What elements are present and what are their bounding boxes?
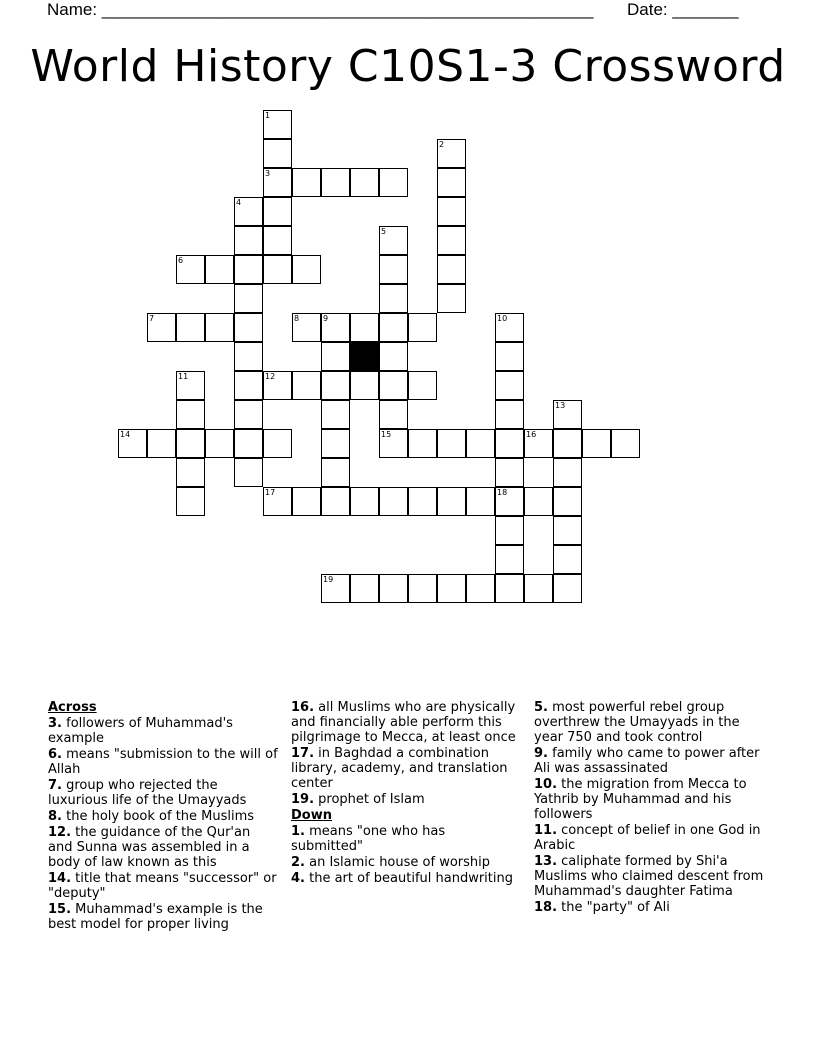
grid-cell[interactable] <box>437 139 466 168</box>
grid-cell[interactable] <box>495 545 524 574</box>
grid-cell[interactable] <box>263 168 292 197</box>
grid-cell[interactable] <box>379 284 408 313</box>
grid-cell[interactable] <box>350 168 379 197</box>
grid-cell[interactable] <box>553 458 582 487</box>
grid-cell[interactable] <box>524 429 553 458</box>
clue-item-text: means "one who has submitted" <box>291 824 446 854</box>
grid-cell[interactable] <box>263 110 292 139</box>
grid-cell[interactable] <box>263 487 292 516</box>
clue-item-number: 15. <box>48 902 72 917</box>
grid-cell[interactable] <box>321 400 350 429</box>
clue-column-1 <box>48 700 278 933</box>
clue-item-text: the art of beautiful handwriting <box>304 871 513 886</box>
clue-number: 8 <box>294 314 300 323</box>
clue-item <box>48 716 278 746</box>
grid-cell[interactable] <box>495 371 524 400</box>
clue-item-number: 18. <box>534 900 558 915</box>
date-field[interactable]: Date: _______ <box>627 0 739 19</box>
clue-item-text: title that means "successor" or "deputy" <box>48 871 277 901</box>
grid-cell[interactable] <box>234 197 263 226</box>
clue-item <box>48 871 278 901</box>
grid-cell[interactable] <box>292 487 321 516</box>
grid-cell[interactable] <box>321 574 350 603</box>
grid-cell[interactable] <box>147 313 176 342</box>
grid-cell[interactable] <box>263 429 292 458</box>
clue-item-number: 14. <box>48 871 72 886</box>
grid-cell[interactable] <box>350 574 379 603</box>
grid-cell[interactable] <box>495 487 524 516</box>
clue-item <box>291 700 521 745</box>
grid-cell[interactable] <box>379 226 408 255</box>
grid-cell[interactable] <box>437 197 466 226</box>
grid-cell[interactable] <box>553 400 582 429</box>
grid-cell[interactable] <box>553 429 582 458</box>
grid-cell[interactable] <box>321 458 350 487</box>
grid-cell[interactable] <box>466 487 495 516</box>
clue-item <box>534 746 764 776</box>
clue-item-text: most powerful rebel group overthrew the Umayyads in the year 750 and took control <box>534 700 740 745</box>
clue-number: 18 <box>497 488 508 497</box>
grid-cell[interactable] <box>263 226 292 255</box>
clue-item <box>534 777 764 822</box>
clue-item-number: 19. <box>291 792 315 807</box>
clue-item <box>534 900 764 915</box>
grid-cell[interactable] <box>379 487 408 516</box>
grid-cell[interactable] <box>437 284 466 313</box>
clue-item-text: prophet of Islam <box>314 792 425 807</box>
clue-item <box>291 871 521 886</box>
grid-cell[interactable] <box>205 429 234 458</box>
clue-item-text: the "party" of Ali <box>557 900 670 915</box>
clue-item-number: 1. <box>291 824 305 839</box>
grid-cell[interactable] <box>582 429 611 458</box>
clue-item-number: 9. <box>534 746 548 761</box>
clue-item-text: caliphate formed by Shi'a Muslims who claimed descent from Muhammad's daughter Fatima <box>534 854 764 899</box>
clue-item <box>291 792 521 807</box>
clue-number: 11 <box>178 372 189 381</box>
grid-cell[interactable] <box>321 168 350 197</box>
grid-cell[interactable] <box>292 168 321 197</box>
grid-cell[interactable] <box>495 342 524 371</box>
grid-cell[interactable] <box>379 342 408 371</box>
grid-cell[interactable] <box>234 313 263 342</box>
clue-item-number: 3. <box>48 716 62 731</box>
clue-item-text: followers of Muhammad's example <box>48 716 233 746</box>
grid-cell[interactable] <box>234 255 263 284</box>
grid-cell[interactable] <box>408 574 437 603</box>
grid-cell[interactable] <box>205 313 234 342</box>
across-heading: Across <box>48 700 97 715</box>
grid-cell[interactable] <box>379 429 408 458</box>
name-field[interactable]: Name: ____________________________________________________ <box>47 0 594 19</box>
grid-cell[interactable] <box>466 574 495 603</box>
clue-item-text: the holy book of the Muslims <box>61 809 255 824</box>
clue-number: 17 <box>265 488 276 497</box>
grid-cell[interactable] <box>379 400 408 429</box>
grid-cell[interactable] <box>495 400 524 429</box>
grid-cell[interactable] <box>176 487 205 516</box>
clue-number: 12 <box>265 372 276 381</box>
grid-cell[interactable] <box>292 371 321 400</box>
grid-cell[interactable] <box>234 226 263 255</box>
clue-number: 6 <box>178 256 184 265</box>
grid-cell[interactable] <box>234 400 263 429</box>
clue-number: 13 <box>555 401 566 410</box>
down-heading: Down <box>291 808 332 823</box>
clue-item <box>48 778 278 808</box>
grid-cell[interactable] <box>176 371 205 400</box>
clue-item <box>534 700 764 745</box>
grid-cell[interactable] <box>553 516 582 545</box>
grid-cell[interactable] <box>495 516 524 545</box>
grid-cell[interactable] <box>379 168 408 197</box>
clue-item <box>291 855 521 870</box>
clue-item-number: 6. <box>48 747 62 762</box>
clue-number: 15 <box>381 430 392 439</box>
grid-cell[interactable] <box>263 255 292 284</box>
down-clue-list <box>291 824 521 886</box>
clue-item-text: Muhammad's example is the best model for proper living <box>48 902 263 932</box>
grid-cell[interactable] <box>234 342 263 371</box>
clue-number: 14 <box>120 430 131 439</box>
grid-cell[interactable] <box>379 574 408 603</box>
grid-cell[interactable] <box>495 313 524 342</box>
grid-cell[interactable] <box>118 429 147 458</box>
clue-item-text: in Baghdad a combination library, academy, and translation center <box>291 746 508 791</box>
grid-cell[interactable] <box>553 574 582 603</box>
grid-cell[interactable] <box>495 458 524 487</box>
clue-item-number: 12. <box>48 825 72 840</box>
clue-number: 1 <box>265 111 271 120</box>
page-title: World History C10S1-3 Crossword <box>30 41 786 92</box>
clue-item-number: 8. <box>48 809 62 824</box>
clue-item-number: 2. <box>291 855 305 870</box>
grid-cell[interactable] <box>176 400 205 429</box>
grid-cell[interactable] <box>611 429 640 458</box>
grid-cell[interactable] <box>234 429 263 458</box>
grid-cell[interactable] <box>176 458 205 487</box>
grid-cell[interactable] <box>408 429 437 458</box>
grid-cell[interactable] <box>437 226 466 255</box>
clue-number: 9 <box>323 314 329 323</box>
down-clue-list-continued <box>534 700 764 915</box>
clue-item <box>48 825 278 870</box>
grid-cell[interactable] <box>437 255 466 284</box>
clue-item <box>291 746 521 791</box>
grid-cell[interactable] <box>176 255 205 284</box>
grid-cell[interactable] <box>379 313 408 342</box>
grid-cell[interactable] <box>408 313 437 342</box>
clue-item-text: the migration from Mecca to Yathrib by Muhammad and his followers <box>534 777 747 822</box>
grid-cell[interactable] <box>437 168 466 197</box>
clue-item-number: 10. <box>534 777 558 792</box>
grid-cell[interactable] <box>263 197 292 226</box>
black-cell <box>350 342 379 371</box>
clue-item-text: means "submission to the will of Allah <box>48 747 278 777</box>
grid-cell[interactable] <box>524 574 553 603</box>
grid-cell[interactable] <box>263 139 292 168</box>
grid-cell[interactable] <box>321 313 350 342</box>
grid-cell[interactable] <box>437 487 466 516</box>
clue-number: 5 <box>381 227 387 236</box>
grid-cell[interactable] <box>321 429 350 458</box>
grid-cell[interactable] <box>263 371 292 400</box>
clue-item-text: family who came to power after Ali was assassinated <box>534 746 760 776</box>
grid-cell[interactable] <box>379 255 408 284</box>
grid-cell[interactable] <box>147 429 176 458</box>
clue-column-3 <box>534 700 764 916</box>
grid-cell[interactable] <box>350 371 379 400</box>
grid-cell[interactable] <box>408 371 437 400</box>
clue-item-number: 7. <box>48 778 62 793</box>
clue-column-2 <box>291 700 521 887</box>
grid-cell[interactable] <box>176 429 205 458</box>
clue-item-number: 13. <box>534 854 558 869</box>
grid-cell[interactable] <box>321 487 350 516</box>
grid-cell[interactable] <box>495 429 524 458</box>
clue-number: 7 <box>149 314 155 323</box>
clue-number: 2 <box>439 140 445 149</box>
clue-item <box>534 854 764 899</box>
clue-item-text: group who rejected the luxurious life of the Umayyads <box>48 778 247 808</box>
clue-item-number: 11. <box>534 823 558 838</box>
grid-cell[interactable] <box>553 487 582 516</box>
grid-cell[interactable] <box>234 458 263 487</box>
clue-item-number: 5. <box>534 700 548 715</box>
grid-cell[interactable] <box>292 255 321 284</box>
grid-cell[interactable] <box>234 371 263 400</box>
grid-cell[interactable] <box>379 371 408 400</box>
clue-item <box>48 902 278 932</box>
grid-cell[interactable] <box>466 429 495 458</box>
clue-item-text: an Islamic house of worship <box>304 855 490 870</box>
across-clue-list <box>48 716 278 932</box>
clue-item <box>534 823 764 853</box>
clue-number: 10 <box>497 314 508 323</box>
grid-cell[interactable] <box>292 313 321 342</box>
clue-item <box>48 747 278 777</box>
clue-item-number: 17. <box>291 746 315 761</box>
clue-item-number: 16. <box>291 700 315 715</box>
clue-number: 4 <box>236 198 242 207</box>
grid-cell[interactable] <box>321 342 350 371</box>
clue-item <box>291 824 521 854</box>
grid-cell[interactable] <box>176 313 205 342</box>
grid-cell[interactable] <box>437 574 466 603</box>
grid-cell[interactable] <box>553 545 582 574</box>
clue-item-text: the guidance of the Qur'an and Sunna was assembled in a body of law known as this <box>48 825 251 870</box>
clue-number: 19 <box>323 575 334 584</box>
clue-number: 16 <box>526 430 537 439</box>
grid-cell[interactable] <box>321 371 350 400</box>
grid-cell[interactable] <box>437 429 466 458</box>
clue-item-text: concept of belief in one God in Arabic <box>534 823 761 853</box>
grid-cell[interactable] <box>524 487 553 516</box>
clue-item <box>48 809 278 824</box>
clue-item-text: all Muslims who are physically and financially able perform this pilgrimage to Mecca, at least once <box>291 700 516 745</box>
grid-cell[interactable] <box>408 487 437 516</box>
across-clue-list-continued <box>291 700 521 807</box>
grid-cell[interactable] <box>234 284 263 313</box>
clue-item-number: 4. <box>291 871 305 886</box>
grid-cell[interactable] <box>495 574 524 603</box>
grid-cell[interactable] <box>350 313 379 342</box>
grid-cell[interactable] <box>205 255 234 284</box>
grid-cell[interactable] <box>350 487 379 516</box>
clue-number: 3 <box>265 169 271 178</box>
